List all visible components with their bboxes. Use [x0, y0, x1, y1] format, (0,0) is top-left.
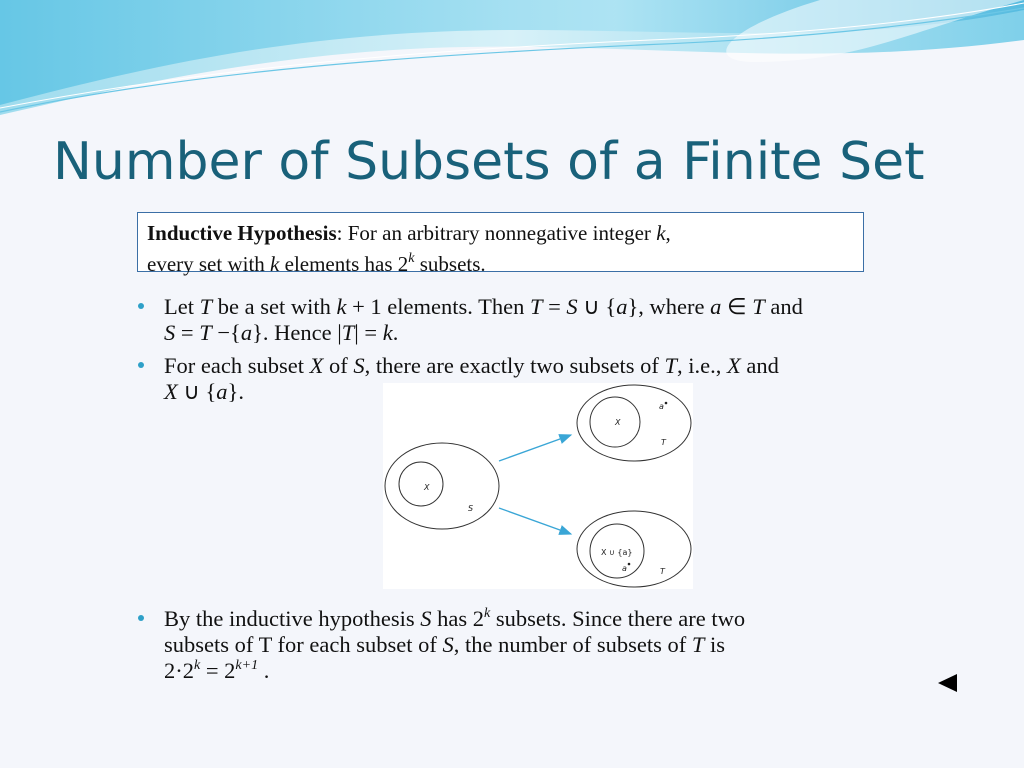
set-x-circle [399, 462, 443, 506]
math-var: T [341, 320, 355, 345]
label-t-bottom: T [660, 567, 665, 576]
math-var: S [442, 632, 454, 657]
text: −{ [211, 320, 241, 345]
inductive-hypothesis-box [137, 212, 864, 276]
text: }. [227, 379, 244, 404]
hypothesis-text: elements has 2 [279, 252, 409, 276]
hypothesis-text: every set with [147, 252, 271, 276]
hypothesis-line-1 [147, 218, 855, 249]
triangle-left-icon [932, 670, 962, 696]
text: = [175, 320, 200, 345]
text: ∈ [721, 294, 753, 319]
hypothesis-label: Inductive Hypothesis [147, 221, 337, 245]
bullet-line [164, 353, 994, 379]
previous-slide-button[interactable] [932, 670, 962, 701]
bullet-dot [138, 362, 144, 368]
bullet-item [136, 606, 994, 684]
text: | = [354, 320, 383, 345]
slide-title: Number of Subsets of a Finite Set [53, 132, 925, 192]
hypothesis-text: subsets. [414, 252, 486, 276]
diagram-svg [383, 383, 693, 589]
arrow-down [499, 508, 571, 534]
bullet-item [136, 294, 994, 346]
label-x: X [424, 483, 430, 492]
math-var: a [216, 379, 228, 404]
math-var: X [309, 353, 324, 378]
math-var: k [656, 221, 666, 245]
text: + 1 elements. Then [346, 294, 530, 319]
arrow-up [499, 435, 571, 461]
set-t-bottom-ellipse [577, 511, 691, 587]
set-t-top-ellipse [577, 385, 691, 461]
text: 2·2 [164, 658, 194, 683]
text: is [704, 632, 725, 657]
math-superscript: k [483, 605, 491, 621]
math-var: S [353, 353, 365, 378]
text: , the number of subsets of [453, 632, 692, 657]
math-var: a [616, 294, 628, 319]
label-a-top: a [659, 402, 664, 411]
math-var: T [199, 294, 213, 319]
label-a-bottom: a [622, 564, 627, 573]
set-s-ellipse [385, 443, 499, 529]
math-var: T [691, 632, 705, 657]
math-var: S [420, 606, 432, 631]
text: has 2 [431, 606, 484, 631]
text: }. Hence | [252, 320, 342, 345]
point-a-top [665, 402, 668, 405]
math-var: k [336, 294, 347, 319]
math-var: X [727, 353, 741, 378]
bullet-line [164, 658, 994, 684]
math-var: T [752, 294, 765, 319]
text: and [764, 294, 803, 319]
bullet-dot [138, 615, 144, 621]
text: and [740, 353, 779, 378]
text: = 2 [200, 658, 236, 683]
hypothesis-text: : For an arbitrary nonnegative integer [336, 221, 657, 245]
text: Let [164, 294, 200, 319]
text: }, where [627, 294, 711, 319]
math-var: X [164, 379, 178, 404]
math-var: a [710, 294, 722, 319]
bullet-dot [138, 303, 144, 309]
math-var: T [199, 320, 212, 345]
text: ∪ { [177, 379, 217, 404]
label-t-top: T [661, 438, 666, 447]
hypothesis-line-2 [147, 249, 855, 280]
header-wave-decoration [0, 0, 1024, 120]
math-var: a [240, 320, 253, 345]
text: , i.e., [677, 353, 728, 378]
text: be a set with [212, 294, 337, 319]
label-x-union-a: X ∪ {a} [601, 548, 633, 557]
bullet-line [164, 294, 994, 320]
label-x-top: X [615, 418, 621, 427]
text: subsets. Since there are two [490, 606, 746, 631]
math-superscript: k [194, 657, 201, 673]
text: ∪ { [577, 294, 617, 319]
math-var: S [164, 320, 176, 345]
subset-diagram [383, 383, 693, 589]
text: For each subset [164, 353, 310, 378]
text: , there are exactly two subsets of [364, 353, 665, 378]
math-superscript: k+1 [235, 657, 259, 673]
text: = [542, 294, 567, 319]
text: . [392, 320, 399, 345]
math-var: T [529, 294, 543, 319]
bullet-line [164, 632, 994, 658]
point-a-bottom [628, 563, 631, 566]
math-var: k [270, 252, 280, 276]
bullet-line [164, 606, 994, 632]
text: By the inductive hypothesis [164, 606, 421, 631]
text: subsets of T for each subset of [164, 632, 443, 657]
hypothesis-text: , [665, 221, 671, 245]
text: of [323, 353, 354, 378]
math-superscript: k [408, 251, 415, 266]
bullet-line [164, 320, 994, 346]
math-var: T [664, 353, 678, 378]
math-var: k [382, 320, 393, 345]
text: . [258, 658, 270, 683]
label-s: S [468, 504, 474, 513]
math-var: S [566, 294, 578, 319]
